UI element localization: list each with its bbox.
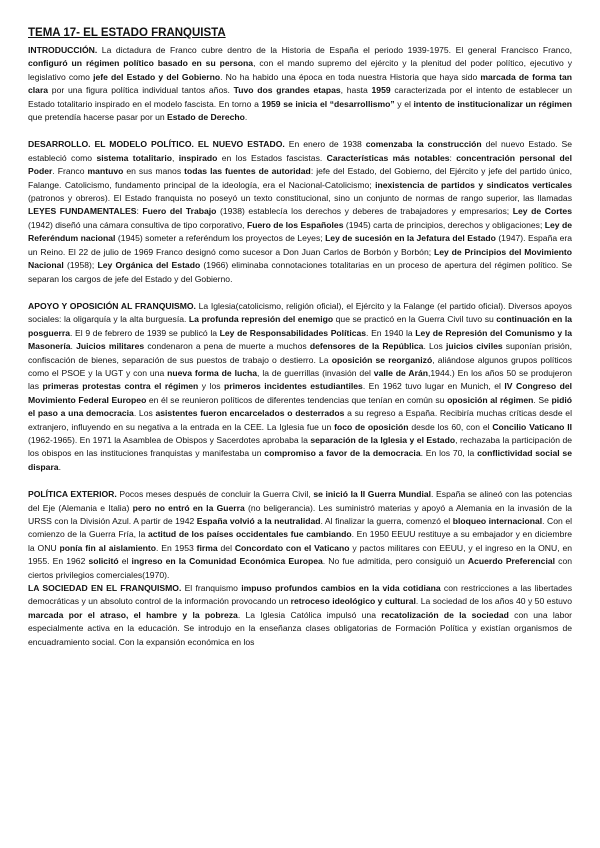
text-run: caracterizada por el intento de establecer un Estado totalitario inspirado en el modelo fascista. En torno a [28,85,573,109]
bold-text-run: separación de la Iglesia y el Estado [310,434,456,445]
text-run: que pretendía hacerse pasar por un [28,112,168,123]
text-run: a su regreso a España. Recibiría muchas críticas desde el extranjero, influyendo en su negativa a la entrada en la CEE. La Iglesia fue un [28,408,572,432]
text-run: : jefe del Estado, del Gobierno, del Ejército y jefe del partido único, Falange. Catolicismo, fundamento principal de la ideología, era el Nacional-Catolicismo; [28,166,573,190]
document-page [28,26,572,649]
bold-text-run: Tuvo dos grandes etapas [233,85,341,96]
text-run: En enero de 1938 [284,139,366,150]
text-run: (1938) establecía los derechos y deberes de trabajadores y empresarios; [216,206,513,217]
bold-text-run: sistema totalitario [96,152,172,163]
bold-text-run: retroceso ideológico y cultural [290,596,416,607]
text-run: , con el mando supremo del ejército y la plenitud del poder político, ejecutivo y legislativo como [28,58,573,82]
text-run: . El 9 de febrero de 1939 se publicó la [70,327,220,338]
bold-text-run: Ley de Responsabilidades Políticas [219,327,367,338]
text-run: en los Estados fascistas. [217,152,327,163]
text-run: (1947). España era un Reino. El 22 de julio de 1969 Franco designó como sucesor a Don Juan Carlos de Borbón y Borbón; [28,233,572,257]
paragraph-apoyo-oposicion [28,300,572,474]
text-run: y el [394,98,414,109]
text-run: . [70,341,77,352]
paragraph-introduccion [28,44,572,124]
bold-text-run: Ley de sucesión en la Jefatura del Estado [325,233,496,244]
bold-text-run: Ley de Principios del Movimiento Nacional [28,246,572,271]
text-run: , rechazaba la participación de los obispos en las instituciones franquistas y manifestaba un [28,434,572,459]
bold-text-run: Fuero del Trabajo [142,206,217,217]
document-title: TEMA 17- EL ESTADO FRANQUISTA [28,27,226,39]
bold-text-run: España volvió a la neutralidad [196,516,321,526]
text-run: (1942) diseñó una cámara consultiva de tipo corporativo, [28,219,247,230]
bold-text-run: Acuerdo Preferencial [467,556,556,567]
text-run: y pactos militares con EEUU, y el ingreso en la ONU, en 1955. En 1962 [28,542,573,567]
bold-text-run: mantuvo [87,166,124,177]
text-run: . En 1940 la [366,327,416,338]
text-run: : [449,152,457,163]
bold-text-run: compromiso a favor de la democracia [264,448,421,459]
text-run: . No ha habido una época en toda nuestra Historia que haya sido [220,71,481,82]
text-run: . En los 70, la [420,448,478,459]
bold-text-run: INTRODUCCIÓN. [28,45,98,55]
text-run: . [244,112,248,123]
text-run: . Los [133,408,156,419]
bold-text-run: primeros incidentes estudiantiles [224,381,363,392]
bold-text-run: ponía fin al aislamiento [59,542,156,553]
text-run: La dictadura de Franco cubre dentro de la Historia de España el periodo 1939-1975. El general Francisco Franco, [97,45,572,55]
bold-text-run: inspirado [178,152,218,163]
text-run: el [118,556,132,567]
text-run: : [136,206,143,217]
text-run: , hasta [340,85,372,96]
bold-text-run: solicitó [88,556,119,567]
text-run: . Franco [52,166,88,177]
text-run: con una labor especialmente activa en la educación. Se introdujo en la enseñanza clases obligatorias de Formación Política y existían organismos de encuadramiento social. Con la expansión económica en los [28,609,572,647]
bold-text-run: LA SOCIEDAD EN EL FRANQUISMO. [28,583,182,594]
bold-text-run: 1959 [371,85,391,96]
text-run: , la de guerrillas (invasión del [257,367,374,378]
bold-text-run: asistentes fueron encarcelados o desterrados [155,408,345,419]
text-run: (1945) carta de principios, derechos y obligaciones; [343,219,545,230]
bold-text-run: pero no entró en la Guerra [132,502,245,513]
bold-text-run: firma [196,542,218,553]
text-run: . Al finalizar la guerra, comenzó el [320,516,453,526]
bold-text-run: impuso profundos cambios en la vida cotidiana [241,583,441,594]
text-run: (1958); [63,260,98,271]
bold-text-run: LEYES FUNDAMENTALES [28,206,137,217]
bold-text-run: intento de institucionalizar un régimen [413,98,572,109]
bold-text-run: primeras protestas contra el régimen [42,381,199,392]
text-run: desde los 60, con el [408,421,493,432]
text-run: condenaron a pena de muerte a muchos [144,341,310,352]
text-run: con restricciones a las libertades democráticas y un absoluto control de la información provocando un [28,583,572,607]
text-run: , [171,152,179,163]
text-run: Pocos meses después de concluir la Guerra Civil, [116,489,314,500]
text-run: (1945) someter a referéndum los proyectos de Leyes; [115,233,326,244]
bold-text-run: Estado de Derecho [167,112,245,123]
text-run: . En 1950 EEUU restituye a su embajador y en diciembre la ONU [28,529,572,553]
bold-text-run: recatolización de la sociedad [381,609,509,620]
text-run: . [58,461,61,472]
bold-text-run: DESARROLLO. EL MODELO POLÍTICO. EL NUEVO ESTADO. [28,139,285,150]
text-run: (1966) eliminaba connotaciones totalitarias en un proceso de apertura del régimen político. Se separan los cargos de jefe del Estado y del Gobierno. [28,260,572,284]
bold-text-run: conflictividad social se dispara [28,448,572,472]
bold-text-run: Fuero de los Españoles [246,219,344,230]
bold-text-run: oposición al régimen [447,394,534,405]
text-run: en él se reunieron políticos de diferentes tendencias que tenían en común su [146,394,448,405]
text-run: , aliándose algunos grupos políticos como el PSOE y la UGT y con una [28,354,572,378]
bold-text-run: foco de oposición [334,421,409,432]
bold-text-run: actitud de los países occidentales fue cambiando [148,529,352,540]
text-run: que se practicó en la Guerra Civil tuvo su [333,314,497,325]
text-run: El franquismo [181,583,242,594]
bold-text-run: nueva forma de lucha [167,367,258,378]
bold-text-run: inexistencia de partidos y sindicatos verticales [375,179,572,190]
bold-text-run: defensores de la República [309,341,424,352]
text-run: . Con el comienzo de la Guerra Fría, la [28,516,573,540]
text-run: La Iglesia(catolicismo, religión oficial), el Ejército y la Falange (el partido oficial). Diversos apoyos sociales: la oligarquía y la alta burguesía. [28,300,572,325]
text-run: . No fue admitida, pero consiguió un [322,556,468,567]
bold-text-run: Ley de Cortes [512,206,572,217]
text-run: por una figura política individual tantos años. [48,85,234,96]
text-run: del [217,542,235,553]
text-run: (patronos y obreros). El Estado franquista no poseyó un texto constitucional, sino un conjunto de normas de rango superior, las llamadas [28,193,572,204]
bold-text-run: configuró un régimen político basado en su persona [28,58,254,69]
bold-text-run: pidió el paso a una democracia [28,394,572,419]
bold-text-run: oposición se reorganizó [331,354,433,365]
bold-text-run: Concilio Vaticano II [492,421,573,432]
bold-text-run: valle de Arán [373,367,428,378]
paragraph-sociedad [28,582,572,649]
text-run: . La Iglesia Católica impulsó una [237,609,382,620]
bold-text-run: jefe del Estado y del Gobierno [93,71,221,82]
text-run: . En 1953 [156,542,197,553]
text-run: y los [198,381,225,392]
bold-text-run: IV Congreso del Movimiento Federal Europeo [28,381,573,405]
text-run: . Los [423,341,446,352]
text-run: . España se alineó con las potencias del Eje (Alemania e Italia) [28,489,572,513]
text-run: . La sociedad de los años 40 y 50 estuvo [415,596,572,607]
bold-text-run: Ley Orgánica del Estado [97,260,201,271]
text-run: . En 1962 tuvo lugar en Munich, el [362,381,505,392]
text-run: ,1944.) En los años 50 se produjeron las [28,367,573,392]
text-run: con ciertos privilegios comerciales(1970). [28,556,572,580]
bold-text-run: APOYO Y OPOSICIÓN AL FRANQUISMO. [28,300,196,311]
text-run: (no beligerancia). Les suministró materias y apoyó a Alemania en la invasión de la URSS con la División Azul. A partir de 1942 [28,502,573,526]
bold-text-run: Ley de Referéndum nacional [28,219,572,244]
text-run: . Se [533,394,552,405]
bold-text-run: continuación en la posguerra [28,314,572,338]
bold-text-run: bloqueo internacional [452,516,543,526]
text-run: del nuevo Estado. Se estableció como [28,139,573,163]
bold-text-run: Características más notables [326,152,450,163]
paragraph-desarrollo [28,138,572,285]
bold-text-run: se inició la II Guerra Mundial [313,489,432,500]
bold-text-run: marcada de forma tan clara [28,71,572,96]
bold-text-run: La profunda represión del enemigo [188,314,334,325]
text-run: en sus manos [123,166,185,177]
bold-text-run: Ley de Represión del Comunismo y la Masonería [28,327,572,352]
bold-text-run: juicios civiles [445,341,503,352]
bold-text-run: POLÍTICA EXTERIOR. [28,489,117,500]
bold-text-run: todas las fuentes de autoridad [184,166,311,177]
paragraph-politica-exterior [28,488,572,582]
bold-text-run: Juicios militares [76,341,145,352]
text-run: (1962-1965). En 1971 la Asamblea de Obispos y Sacerdotes aprobaba la [28,434,311,445]
text-run: suponían prisión, confiscación de bienes, separación de sus puestos de trabajo o destierro. La [28,341,573,365]
bold-text-run: comenzaba la construcción [365,139,482,150]
bold-text-run: 1959 se inicia el “desarrollismo” [261,98,395,109]
bold-text-run: concentración personal del Poder [28,152,572,177]
bold-text-run: ingreso en la Comunidad Económica Europea [131,556,323,567]
bold-text-run: Concordato con el Vaticano [234,542,350,553]
bold-text-run: marcada por el atraso, el hambre y la pobreza [28,609,238,620]
